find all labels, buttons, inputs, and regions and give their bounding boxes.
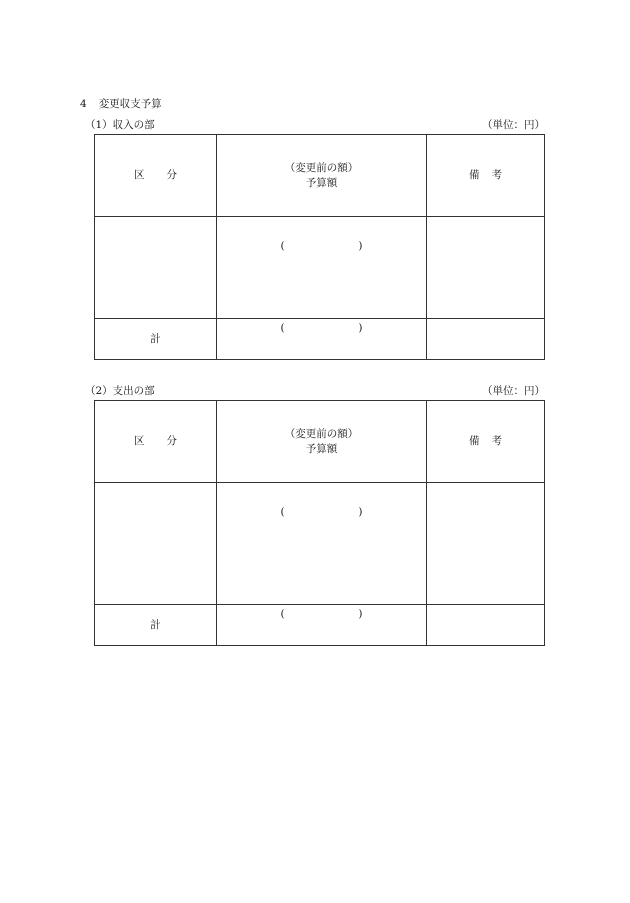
total-label: 計 bbox=[95, 605, 217, 646]
total-remarks-cell[interactable] bbox=[427, 605, 545, 646]
total-remarks-cell[interactable] bbox=[427, 319, 545, 360]
total-label: 計 bbox=[95, 319, 217, 360]
previous-amount-parens bbox=[281, 505, 363, 520]
remarks-header-char-2: 考 bbox=[491, 435, 502, 447]
amount-header bbox=[217, 135, 427, 217]
category-header bbox=[95, 135, 217, 217]
income-budget-table bbox=[94, 134, 545, 360]
table-total-row bbox=[95, 605, 545, 646]
paren-open: ( bbox=[280, 240, 285, 252]
category-header bbox=[95, 401, 217, 483]
category-cell[interactable] bbox=[95, 483, 217, 605]
table-body-row bbox=[95, 483, 545, 605]
paren-close: ) bbox=[358, 240, 363, 252]
category-header-char-2: 分 bbox=[166, 435, 177, 447]
page-heading bbox=[80, 98, 162, 110]
total-previous-amount-parens bbox=[281, 607, 363, 622]
category-cell[interactable] bbox=[95, 217, 217, 319]
amount-header-line1: （変更前の額） bbox=[284, 427, 359, 440]
amount-header-line2: 予算額 bbox=[305, 176, 338, 189]
remarks-header bbox=[427, 401, 545, 483]
remarks-header-char-1: 備 bbox=[469, 169, 480, 181]
heading-number: 4 bbox=[80, 98, 87, 110]
expenditure-budget-table bbox=[94, 400, 545, 646]
total-amount-cell[interactable] bbox=[217, 319, 427, 360]
remarks-header bbox=[427, 135, 545, 217]
remarks-header-char-2: 考 bbox=[491, 169, 502, 181]
paren-close: ) bbox=[358, 608, 363, 620]
amount-header-line1: （変更前の額） bbox=[284, 161, 359, 174]
remarks-header-char-1: 備 bbox=[469, 435, 480, 447]
remarks-cell[interactable] bbox=[427, 217, 545, 319]
table-header-row bbox=[95, 135, 545, 217]
heading-title: 変更収支予算 bbox=[98, 98, 162, 110]
paren-open: ( bbox=[280, 506, 285, 518]
paren-open: ( bbox=[280, 608, 285, 620]
expenditure-unit-label: （単位：円） bbox=[482, 385, 545, 397]
amount-header-line2: 予算額 bbox=[305, 442, 338, 455]
table-header-row bbox=[95, 401, 545, 483]
income-unit-label: （単位：円） bbox=[482, 119, 545, 131]
table-total-row bbox=[95, 319, 545, 360]
category-header-char-1: 区 bbox=[134, 435, 145, 447]
paren-close: ) bbox=[358, 322, 363, 334]
category-header-char-2: 分 bbox=[166, 169, 177, 181]
table-body-row bbox=[95, 217, 545, 319]
amount-cell[interactable] bbox=[217, 483, 427, 605]
amount-header bbox=[217, 401, 427, 483]
total-amount-cell[interactable] bbox=[217, 605, 427, 646]
previous-amount-parens bbox=[281, 239, 363, 254]
paren-close: ) bbox=[358, 506, 363, 518]
remarks-cell[interactable] bbox=[427, 483, 545, 605]
category-header-char-1: 区 bbox=[134, 169, 145, 181]
income-section-label: （1）収入の部 bbox=[85, 119, 155, 131]
total-previous-amount-parens bbox=[281, 321, 363, 336]
expenditure-section-label: （2）支出の部 bbox=[85, 385, 155, 397]
paren-open: ( bbox=[280, 322, 285, 334]
amount-cell[interactable] bbox=[217, 217, 427, 319]
